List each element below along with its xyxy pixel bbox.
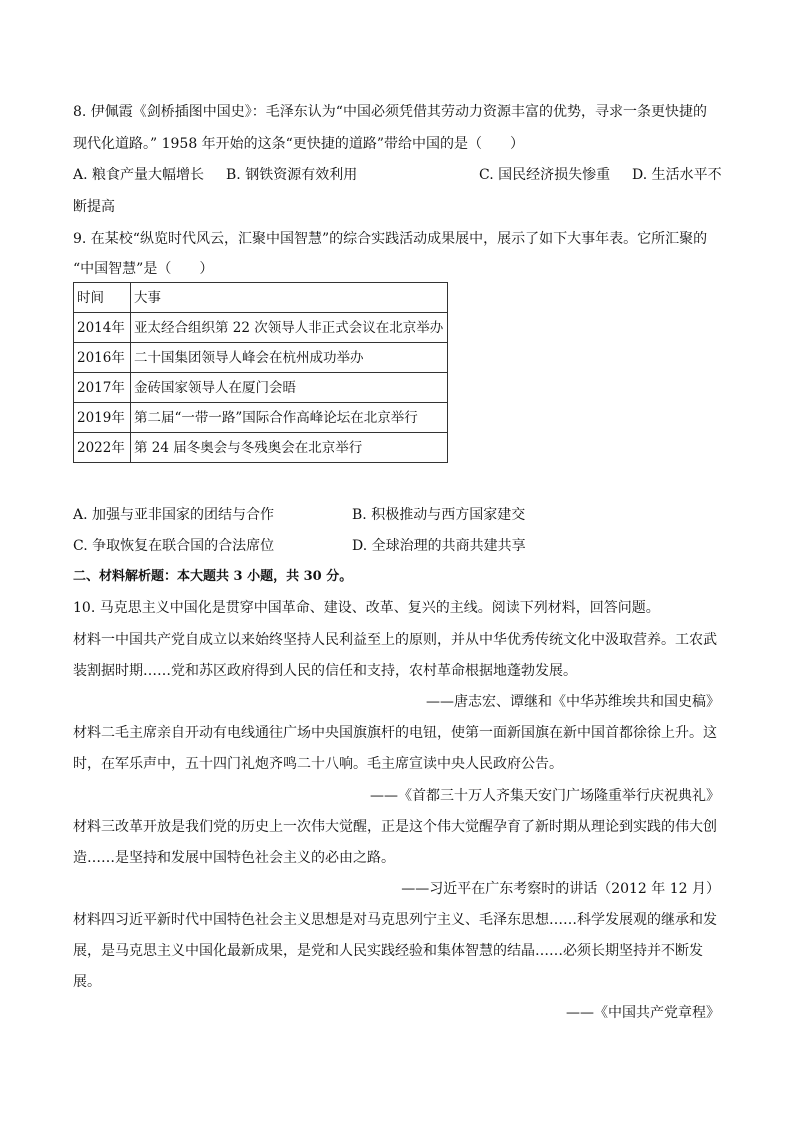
material1-source: ——唐志宏、谭继和《中华苏维埃共和国史稿》 (426, 694, 720, 710)
table-cell-event: 第二届“一带一路”国际合作高峰论坛在北京举行 (131, 403, 448, 433)
table-row (74, 313, 448, 343)
table-cell-event: 亚太经合组织第 22 次领导人非正式会议在北京举办 (131, 313, 448, 343)
material1-line1: 材料一中国共产党自成立以来始终坚持人民利益至上的原则，并从中华优秀传统文化中汲取营养。工农武 (73, 632, 717, 648)
table-cell-year: 2017年 (74, 373, 131, 403)
table-cell-year: 2014年 (74, 313, 131, 343)
table-row (74, 403, 448, 433)
material2-line1: 材料二毛主席亲自开动有电线通往广场中央国旗旗杆的电钮，使第一面新国旗在新中国首都徐徐上升。这 (73, 725, 717, 741)
table-header-row (74, 283, 448, 313)
table-header-time: 时间 (74, 283, 131, 313)
table-row (74, 433, 448, 463)
q8-option-d: D. 生活水平不 (632, 167, 722, 183)
material2-source: ——《首都三十万人齐集天安门广场隆重举行庆祝典礼》 (370, 788, 720, 804)
q10-stem: 10. 马克思主义中国化是贯穿中国革命、建设、改革、复兴的主线。阅读下列材料，回答问题。 (73, 600, 660, 616)
material1-line2: 装割据时期……党和苏区政府得到人民的信任和支持，农村革命根据地蓬勃发展。 (73, 663, 577, 679)
q9-option-b: B. 积极推动与西方国家建交 (352, 507, 526, 523)
q9-option-c: C. 争取恢复在联合国的合法席位 (73, 538, 275, 554)
table-cell-year: 2019年 (74, 403, 131, 433)
material4-line1: 材料四习近平新时代中国特色社会主义思想是对马克思列宁主义、毛泽东思想……科学发展观的继承和发 (73, 912, 717, 928)
q9-stem-line1: 9. 在某校“纵览时代风云，汇聚中国智慧”的综合实践活动成果展中，展示了如下大事年表。它所汇聚的 (73, 231, 708, 247)
q9-stem-line2: “中国智慧”是（ ） (73, 261, 214, 277)
material2-line2: 时，在军乐声中，五十四门礼炮齐鸣二十八响。毛主席宣读中央人民政府公告。 (73, 756, 563, 772)
table-cell-year: 2016年 (74, 343, 131, 373)
table-cell-event: 第 24 届冬奥会与冬残奥会在北京举行 (131, 433, 448, 463)
material4-line3: 展。 (73, 974, 101, 990)
table-cell-event: 二十国集团领导人峰会在杭州成功举办 (131, 343, 448, 373)
q8-option-d-continued: 断提高 (73, 199, 115, 215)
table-row (74, 373, 448, 403)
table-cell-year: 2022年 (74, 433, 131, 463)
q8-stem-line2: 现代化道路。” 1958 年开始的这条“更快捷的道路”带给中国的是（ ） (73, 136, 524, 152)
events-timeline-table (73, 282, 448, 463)
material4-line2: 展，是马克思主义中国化最新成果，是党和人民实践经验和集体智慧的结晶……必须长期坚持并不断发 (73, 943, 703, 959)
q9-option-a: A. 加强与亚非国家的团结与合作 (73, 507, 275, 523)
material4-source: ——《中国共产党章程》 (566, 1005, 720, 1021)
q8-stem-line1: 8. 伊佩霞《剑桥插图中国史》：毛泽东认为“中国必须凭借其劳动力资源丰富的优势，寻求一条更快捷的 (73, 104, 707, 120)
table-row (74, 343, 448, 373)
q8-option-a: A. 粮食产量大幅增长 (73, 167, 205, 183)
q8-option-c: C. 国民经济损失惨重 (479, 167, 611, 183)
q9-option-d: D. 全球治理的共商共建共享 (352, 538, 526, 554)
q8-option-b: B. 钢铁资源有效利用 (226, 167, 358, 183)
material3-source: ——习近平在广东考察时的讲话（2012 年 12 月） (401, 881, 720, 897)
section-heading: 二、材料解析题：本大题共 3 小题，共 30 分。 (73, 569, 353, 584)
material3-line1: 材料三改革开放是我们党的历史上一次伟大觉醒，正是这个伟大觉醒孕育了新时期从理论到实践的伟大创 (73, 819, 717, 835)
table-header-event: 大事 (131, 283, 448, 313)
material3-line2: 造……是坚持和发展中国特色社会主义的必由之路。 (73, 850, 395, 866)
table-cell-event: 金砖国家领导人在厦门会晤 (131, 373, 448, 403)
